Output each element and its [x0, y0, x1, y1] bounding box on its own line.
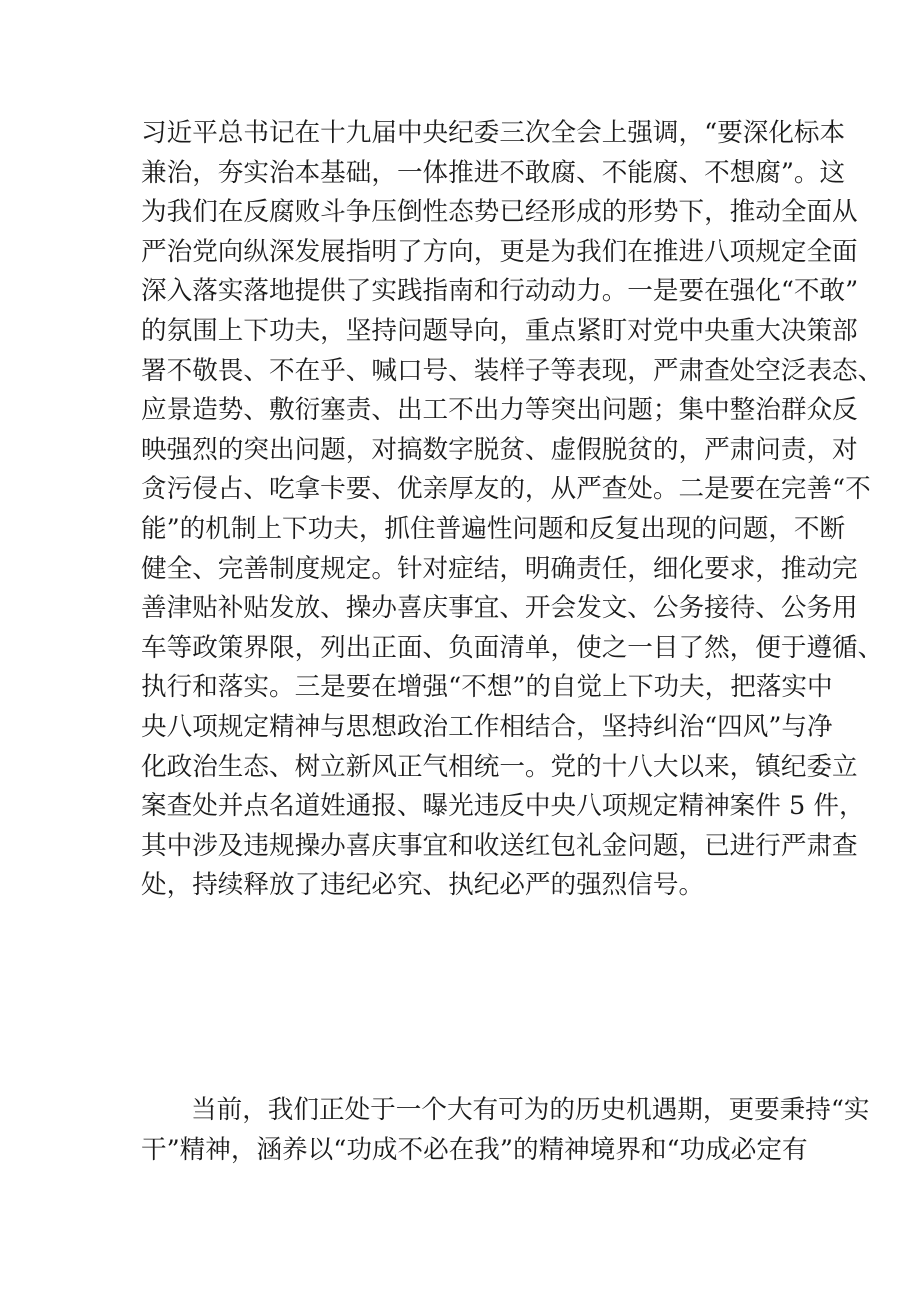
paragraph-2: [141, 1091, 870, 1170]
text-line: 当前，我们正处于一个大有可为的历史机遇期，更要秉持“实: [191, 1095, 870, 1125]
text-line: 习近平总书记在十九届中央纪委三次全会上强调，“要深化标本: [141, 118, 846, 148]
text-line: 其中涉及违规操办喜庆事宜和收送红包礼金问题，已进行严肃查: [141, 830, 858, 861]
text-line: 车等政策界限，列出正面、负面清单，使之一目了然，便于遵循、: [141, 632, 884, 663]
text-line: 案查处并点名道姓通报、曝光违反中央八项规定精神案件 5 件，: [141, 791, 865, 822]
text-line: 为我们在反腐败斗争压倒性态势已经形成的形势下，推动全面从: [141, 197, 858, 228]
text-line: 贪污侵占、吃拿卡要、优亲厚友的，从严查处。二是要在完善“不: [141, 474, 871, 505]
text-line: 严治党向纵深发展指明了方向，更是为我们在推进八项规定全面: [141, 236, 858, 267]
text-line: 健全、完善制度规定。针对症结，明确责任，细化要求，推动完: [141, 553, 858, 584]
text-line: 执行和落实。三是要在增强“不想”的自觉上下功夫，把落实中: [141, 672, 833, 703]
paragraph-1: [141, 114, 884, 906]
text-line: 处，持续释放了违纪必究、执纪必严的强烈信号。: [141, 870, 705, 901]
text-line: 善津贴补贴发放、操办喜庆事宜、开会发文、公务接待、公务用: [141, 593, 858, 624]
text-line: 央八项规定精神与思想政治工作相结合，坚持纠治“四风”与净: [141, 711, 833, 742]
text-line: 兼治，夯实治本基础，一体推进不敢腐、不能腐、不想腐”。这: [141, 157, 846, 188]
text-line: 署不敬畏、不在乎、喊口号、装样子等表现，严肃查处空泛表态、: [141, 355, 884, 386]
text-line: 化政治生态、树立新风正气相统一。党的十八大以来，镇纪委立: [141, 751, 858, 782]
text-line: 的氛围上下功夫，坚持问题导向，重点紧盯对党中央重大决策部: [141, 315, 858, 346]
text-line: 能”的机制上下功夫，抓住普遍性问题和反复出现的问题，不断: [141, 513, 846, 544]
text-line: 干”精神，涵养以“功成不必在我”的精神境界和“功成必定有: [141, 1134, 808, 1165]
text-line: 映强烈的突出问题，对搞数字脱贫、虚假脱贫的，严肃问责，对: [141, 434, 858, 465]
text-line: 应景造势、敷衍塞责、出工不出力等突出问题；集中整治群众反: [141, 395, 858, 426]
text-line: 深入落实落地提供了实践指南和行动动力。一是要在强化“不敢”: [141, 276, 859, 307]
